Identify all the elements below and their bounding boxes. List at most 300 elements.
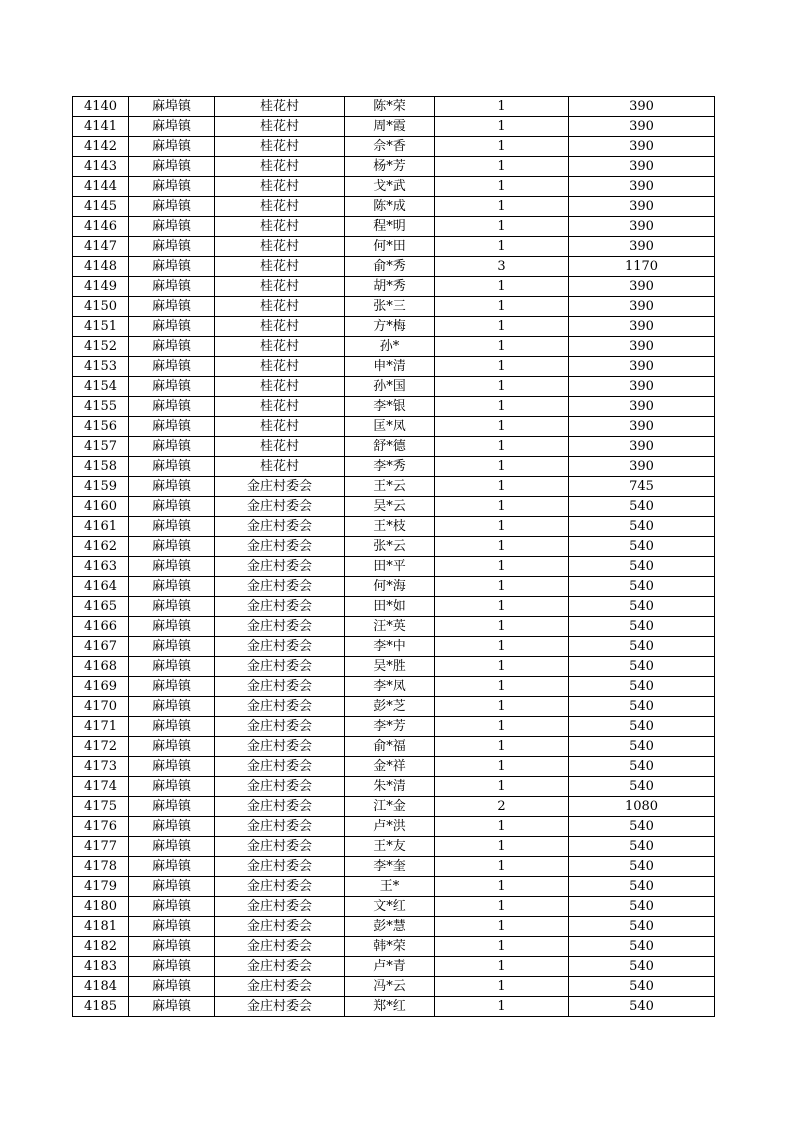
amount-cell: 540 bbox=[569, 557, 715, 577]
table-row bbox=[73, 457, 715, 477]
name-cell: 孙* bbox=[345, 337, 435, 357]
town-cell: 麻埠镇 bbox=[129, 997, 215, 1017]
amount-cell: 390 bbox=[569, 117, 715, 137]
name-cell: 程*明 bbox=[345, 217, 435, 237]
amount-cell: 540 bbox=[569, 937, 715, 957]
amount-cell: 540 bbox=[569, 497, 715, 517]
name-cell: 李*芳 bbox=[345, 717, 435, 737]
count-cell: 1 bbox=[435, 457, 569, 477]
count-cell: 1 bbox=[435, 197, 569, 217]
count-cell: 1 bbox=[435, 917, 569, 937]
amount-cell: 540 bbox=[569, 597, 715, 617]
table-row bbox=[73, 657, 715, 677]
town-cell: 麻埠镇 bbox=[129, 757, 215, 777]
amount-cell: 540 bbox=[569, 517, 715, 537]
count-cell: 1 bbox=[435, 517, 569, 537]
town-cell: 麻埠镇 bbox=[129, 937, 215, 957]
name-cell: 李*银 bbox=[345, 397, 435, 417]
name-cell: 俞*秀 bbox=[345, 257, 435, 277]
village-cell: 金庄村委会 bbox=[215, 517, 345, 537]
count-cell: 1 bbox=[435, 957, 569, 977]
count-cell: 1 bbox=[435, 557, 569, 577]
name-cell: 彭*芝 bbox=[345, 697, 435, 717]
row-number-cell: 4183 bbox=[73, 957, 129, 977]
amount-cell: 390 bbox=[569, 217, 715, 237]
row-number-cell: 4141 bbox=[73, 117, 129, 137]
name-cell: 金*祥 bbox=[345, 757, 435, 777]
village-cell: 金庄村委会 bbox=[215, 497, 345, 517]
table-row bbox=[73, 177, 715, 197]
name-cell: 戈*武 bbox=[345, 177, 435, 197]
village-cell: 桂花村 bbox=[215, 177, 345, 197]
table-row bbox=[73, 197, 715, 217]
town-cell: 麻埠镇 bbox=[129, 897, 215, 917]
name-cell: 方*梅 bbox=[345, 317, 435, 337]
row-number-cell: 4153 bbox=[73, 357, 129, 377]
amount-cell: 390 bbox=[569, 417, 715, 437]
amount-cell: 540 bbox=[569, 817, 715, 837]
table-row bbox=[73, 757, 715, 777]
row-number-cell: 4174 bbox=[73, 777, 129, 797]
row-number-cell: 4180 bbox=[73, 897, 129, 917]
table-row bbox=[73, 97, 715, 117]
row-number-cell: 4172 bbox=[73, 737, 129, 757]
row-number-cell: 4178 bbox=[73, 857, 129, 877]
village-cell: 桂花村 bbox=[215, 197, 345, 217]
town-cell: 麻埠镇 bbox=[129, 617, 215, 637]
name-cell: 舒*德 bbox=[345, 437, 435, 457]
row-number-cell: 4152 bbox=[73, 337, 129, 357]
row-number-cell: 4184 bbox=[73, 977, 129, 997]
count-cell: 1 bbox=[435, 757, 569, 777]
town-cell: 麻埠镇 bbox=[129, 537, 215, 557]
count-cell: 1 bbox=[435, 677, 569, 697]
village-cell: 桂花村 bbox=[215, 417, 345, 437]
table-row bbox=[73, 857, 715, 877]
town-cell: 麻埠镇 bbox=[129, 697, 215, 717]
town-cell: 麻埠镇 bbox=[129, 257, 215, 277]
amount-cell: 390 bbox=[569, 297, 715, 317]
name-cell: 何*田 bbox=[345, 237, 435, 257]
village-cell: 桂花村 bbox=[215, 297, 345, 317]
amount-cell: 745 bbox=[569, 477, 715, 497]
count-cell: 1 bbox=[435, 277, 569, 297]
town-cell: 麻埠镇 bbox=[129, 377, 215, 397]
village-cell: 金庄村委会 bbox=[215, 797, 345, 817]
village-cell: 桂花村 bbox=[215, 257, 345, 277]
row-number-cell: 4142 bbox=[73, 137, 129, 157]
count-cell: 1 bbox=[435, 237, 569, 257]
amount-cell: 540 bbox=[569, 877, 715, 897]
amount-cell: 540 bbox=[569, 577, 715, 597]
count-cell: 1 bbox=[435, 877, 569, 897]
count-cell: 1 bbox=[435, 777, 569, 797]
town-cell: 麻埠镇 bbox=[129, 597, 215, 617]
town-cell: 麻埠镇 bbox=[129, 237, 215, 257]
amount-cell: 390 bbox=[569, 397, 715, 417]
amount-cell: 390 bbox=[569, 197, 715, 217]
town-cell: 麻埠镇 bbox=[129, 737, 215, 757]
amount-cell: 390 bbox=[569, 237, 715, 257]
village-cell: 桂花村 bbox=[215, 137, 345, 157]
village-cell: 桂花村 bbox=[215, 317, 345, 337]
town-cell: 麻埠镇 bbox=[129, 497, 215, 517]
amount-cell: 540 bbox=[569, 977, 715, 997]
table-row bbox=[73, 377, 715, 397]
amount-cell: 390 bbox=[569, 177, 715, 197]
village-cell: 桂花村 bbox=[215, 217, 345, 237]
village-cell: 桂花村 bbox=[215, 97, 345, 117]
amount-cell: 390 bbox=[569, 437, 715, 457]
village-cell: 金庄村委会 bbox=[215, 677, 345, 697]
row-number-cell: 4181 bbox=[73, 917, 129, 937]
town-cell: 麻埠镇 bbox=[129, 857, 215, 877]
name-cell: 李*奎 bbox=[345, 857, 435, 877]
town-cell: 麻埠镇 bbox=[129, 557, 215, 577]
row-number-cell: 4140 bbox=[73, 97, 129, 117]
table-row bbox=[73, 397, 715, 417]
village-cell: 金庄村委会 bbox=[215, 857, 345, 877]
row-number-cell: 4166 bbox=[73, 617, 129, 637]
table-row bbox=[73, 417, 715, 437]
count-cell: 1 bbox=[435, 697, 569, 717]
name-cell: 王*云 bbox=[345, 477, 435, 497]
row-number-cell: 4154 bbox=[73, 377, 129, 397]
table-row bbox=[73, 157, 715, 177]
village-cell: 金庄村委会 bbox=[215, 657, 345, 677]
count-cell: 1 bbox=[435, 817, 569, 837]
count-cell: 1 bbox=[435, 737, 569, 757]
town-cell: 麻埠镇 bbox=[129, 797, 215, 817]
village-cell: 金庄村委会 bbox=[215, 817, 345, 837]
count-cell: 1 bbox=[435, 617, 569, 637]
village-cell: 金庄村委会 bbox=[215, 957, 345, 977]
town-cell: 麻埠镇 bbox=[129, 357, 215, 377]
row-number-cell: 4146 bbox=[73, 217, 129, 237]
village-cell: 金庄村委会 bbox=[215, 777, 345, 797]
amount-cell: 540 bbox=[569, 737, 715, 757]
table-row bbox=[73, 877, 715, 897]
row-number-cell: 4148 bbox=[73, 257, 129, 277]
table-row bbox=[73, 797, 715, 817]
row-number-cell: 4155 bbox=[73, 397, 129, 417]
amount-cell: 390 bbox=[569, 457, 715, 477]
table-row bbox=[73, 617, 715, 637]
table-row bbox=[73, 497, 715, 517]
count-cell: 1 bbox=[435, 177, 569, 197]
town-cell: 麻埠镇 bbox=[129, 97, 215, 117]
row-number-cell: 4159 bbox=[73, 477, 129, 497]
count-cell: 2 bbox=[435, 797, 569, 817]
count-cell: 1 bbox=[435, 437, 569, 457]
table-row bbox=[73, 817, 715, 837]
name-cell: 杨*芳 bbox=[345, 157, 435, 177]
count-cell: 1 bbox=[435, 637, 569, 657]
village-cell: 桂花村 bbox=[215, 357, 345, 377]
amount-cell: 390 bbox=[569, 97, 715, 117]
table-row bbox=[73, 337, 715, 357]
village-cell: 桂花村 bbox=[215, 377, 345, 397]
row-number-cell: 4167 bbox=[73, 637, 129, 657]
amount-cell: 540 bbox=[569, 997, 715, 1017]
amount-cell: 540 bbox=[569, 697, 715, 717]
name-cell: 吴*胜 bbox=[345, 657, 435, 677]
village-cell: 桂花村 bbox=[215, 337, 345, 357]
town-cell: 麻埠镇 bbox=[129, 957, 215, 977]
amount-cell: 540 bbox=[569, 637, 715, 657]
town-cell: 麻埠镇 bbox=[129, 717, 215, 737]
village-cell: 桂花村 bbox=[215, 397, 345, 417]
amount-cell: 540 bbox=[569, 957, 715, 977]
village-cell: 金庄村委会 bbox=[215, 597, 345, 617]
town-cell: 麻埠镇 bbox=[129, 577, 215, 597]
town-cell: 麻埠镇 bbox=[129, 777, 215, 797]
town-cell: 麻埠镇 bbox=[129, 477, 215, 497]
table-row bbox=[73, 137, 715, 157]
name-cell: 胡*秀 bbox=[345, 277, 435, 297]
amount-cell: 390 bbox=[569, 337, 715, 357]
row-number-cell: 4144 bbox=[73, 177, 129, 197]
table-row bbox=[73, 217, 715, 237]
row-number-cell: 4157 bbox=[73, 437, 129, 457]
count-cell: 1 bbox=[435, 357, 569, 377]
village-cell: 金庄村委会 bbox=[215, 977, 345, 997]
town-cell: 麻埠镇 bbox=[129, 177, 215, 197]
count-cell: 1 bbox=[435, 837, 569, 857]
row-number-cell: 4176 bbox=[73, 817, 129, 837]
village-cell: 金庄村委会 bbox=[215, 537, 345, 557]
name-cell: 汪*英 bbox=[345, 617, 435, 637]
village-cell: 金庄村委会 bbox=[215, 577, 345, 597]
row-number-cell: 4143 bbox=[73, 157, 129, 177]
table-row bbox=[73, 977, 715, 997]
count-cell: 1 bbox=[435, 537, 569, 557]
count-cell: 1 bbox=[435, 317, 569, 337]
table-row bbox=[73, 277, 715, 297]
table-row bbox=[73, 837, 715, 857]
name-cell: 陈*成 bbox=[345, 197, 435, 217]
count-cell: 1 bbox=[435, 577, 569, 597]
row-number-cell: 4177 bbox=[73, 837, 129, 857]
count-cell: 1 bbox=[435, 717, 569, 737]
town-cell: 麻埠镇 bbox=[129, 637, 215, 657]
name-cell: 吴*云 bbox=[345, 497, 435, 517]
amount-cell: 540 bbox=[569, 917, 715, 937]
village-cell: 金庄村委会 bbox=[215, 557, 345, 577]
name-cell: 俞*福 bbox=[345, 737, 435, 757]
town-cell: 麻埠镇 bbox=[129, 677, 215, 697]
name-cell: 卢*青 bbox=[345, 957, 435, 977]
name-cell: 文*红 bbox=[345, 897, 435, 917]
amount-cell: 540 bbox=[569, 897, 715, 917]
table-row bbox=[73, 557, 715, 577]
town-cell: 麻埠镇 bbox=[129, 297, 215, 317]
village-cell: 金庄村委会 bbox=[215, 617, 345, 637]
amount-cell: 540 bbox=[569, 757, 715, 777]
table-row bbox=[73, 677, 715, 697]
town-cell: 麻埠镇 bbox=[129, 517, 215, 537]
amount-cell: 540 bbox=[569, 537, 715, 557]
row-number-cell: 4169 bbox=[73, 677, 129, 697]
name-cell: 李*中 bbox=[345, 637, 435, 657]
row-number-cell: 4165 bbox=[73, 597, 129, 617]
amount-cell: 540 bbox=[569, 717, 715, 737]
town-cell: 麻埠镇 bbox=[129, 337, 215, 357]
name-cell: 李*秀 bbox=[345, 457, 435, 477]
amount-cell: 540 bbox=[569, 677, 715, 697]
town-cell: 麻埠镇 bbox=[129, 817, 215, 837]
village-cell: 金庄村委会 bbox=[215, 877, 345, 897]
table-row bbox=[73, 577, 715, 597]
table-row bbox=[73, 437, 715, 457]
town-cell: 麻埠镇 bbox=[129, 437, 215, 457]
row-number-cell: 4162 bbox=[73, 537, 129, 557]
amount-cell: 390 bbox=[569, 357, 715, 377]
amount-cell: 390 bbox=[569, 317, 715, 337]
row-number-cell: 4163 bbox=[73, 557, 129, 577]
name-cell: 朱*清 bbox=[345, 777, 435, 797]
table-row bbox=[73, 717, 715, 737]
count-cell: 1 bbox=[435, 217, 569, 237]
village-cell: 金庄村委会 bbox=[215, 897, 345, 917]
count-cell: 1 bbox=[435, 397, 569, 417]
name-cell: 佘*香 bbox=[345, 137, 435, 157]
table-row bbox=[73, 517, 715, 537]
name-cell: 郑*红 bbox=[345, 997, 435, 1017]
table-row bbox=[73, 257, 715, 277]
name-cell: 彭*慧 bbox=[345, 917, 435, 937]
count-cell: 1 bbox=[435, 657, 569, 677]
village-cell: 金庄村委会 bbox=[215, 997, 345, 1017]
name-cell: 韩*荣 bbox=[345, 937, 435, 957]
town-cell: 麻埠镇 bbox=[129, 277, 215, 297]
row-number-cell: 4185 bbox=[73, 997, 129, 1017]
row-number-cell: 4147 bbox=[73, 237, 129, 257]
count-cell: 1 bbox=[435, 97, 569, 117]
table-row bbox=[73, 997, 715, 1017]
table-row bbox=[73, 357, 715, 377]
table-row bbox=[73, 777, 715, 797]
town-cell: 麻埠镇 bbox=[129, 837, 215, 857]
village-cell: 桂花村 bbox=[215, 157, 345, 177]
table-row bbox=[73, 737, 715, 757]
amount-cell: 540 bbox=[569, 657, 715, 677]
name-cell: 王*枝 bbox=[345, 517, 435, 537]
amount-cell: 1080 bbox=[569, 797, 715, 817]
village-cell: 金庄村委会 bbox=[215, 737, 345, 757]
name-cell: 王*友 bbox=[345, 837, 435, 857]
row-number-cell: 4158 bbox=[73, 457, 129, 477]
table-row bbox=[73, 597, 715, 617]
amount-cell: 540 bbox=[569, 617, 715, 637]
row-number-cell: 4175 bbox=[73, 797, 129, 817]
row-number-cell: 4170 bbox=[73, 697, 129, 717]
name-cell: 卢*洪 bbox=[345, 817, 435, 837]
data-table bbox=[72, 96, 715, 1017]
village-cell: 金庄村委会 bbox=[215, 637, 345, 657]
row-number-cell: 4149 bbox=[73, 277, 129, 297]
village-cell: 金庄村委会 bbox=[215, 477, 345, 497]
amount-cell: 390 bbox=[569, 157, 715, 177]
count-cell: 1 bbox=[435, 997, 569, 1017]
town-cell: 麻埠镇 bbox=[129, 197, 215, 217]
amount-cell: 540 bbox=[569, 777, 715, 797]
village-cell: 桂花村 bbox=[215, 457, 345, 477]
table-row bbox=[73, 937, 715, 957]
count-cell: 1 bbox=[435, 597, 569, 617]
town-cell: 麻埠镇 bbox=[129, 137, 215, 157]
count-cell: 1 bbox=[435, 977, 569, 997]
row-number-cell: 4150 bbox=[73, 297, 129, 317]
count-cell: 1 bbox=[435, 857, 569, 877]
name-cell: 何*海 bbox=[345, 577, 435, 597]
row-number-cell: 4171 bbox=[73, 717, 129, 737]
amount-cell: 390 bbox=[569, 137, 715, 157]
count-cell: 1 bbox=[435, 417, 569, 437]
row-number-cell: 4160 bbox=[73, 497, 129, 517]
town-cell: 麻埠镇 bbox=[129, 977, 215, 997]
amount-cell: 1170 bbox=[569, 257, 715, 277]
count-cell: 1 bbox=[435, 377, 569, 397]
row-number-cell: 4151 bbox=[73, 317, 129, 337]
amount-cell: 540 bbox=[569, 837, 715, 857]
name-cell: 李*凤 bbox=[345, 677, 435, 697]
town-cell: 麻埠镇 bbox=[129, 877, 215, 897]
village-cell: 桂花村 bbox=[215, 237, 345, 257]
village-cell: 金庄村委会 bbox=[215, 937, 345, 957]
village-cell: 金庄村委会 bbox=[215, 697, 345, 717]
count-cell: 1 bbox=[435, 497, 569, 517]
village-cell: 金庄村委会 bbox=[215, 917, 345, 937]
table-row bbox=[73, 477, 715, 497]
amount-cell: 540 bbox=[569, 857, 715, 877]
village-cell: 金庄村委会 bbox=[215, 837, 345, 857]
count-cell: 1 bbox=[435, 137, 569, 157]
count-cell: 3 bbox=[435, 257, 569, 277]
name-cell: 陈*荣 bbox=[345, 97, 435, 117]
count-cell: 1 bbox=[435, 477, 569, 497]
town-cell: 麻埠镇 bbox=[129, 397, 215, 417]
table-row bbox=[73, 297, 715, 317]
row-number-cell: 4168 bbox=[73, 657, 129, 677]
town-cell: 麻埠镇 bbox=[129, 217, 215, 237]
village-cell: 桂花村 bbox=[215, 277, 345, 297]
table-body bbox=[73, 97, 715, 1017]
table-row bbox=[73, 897, 715, 917]
row-number-cell: 4173 bbox=[73, 757, 129, 777]
count-cell: 1 bbox=[435, 897, 569, 917]
count-cell: 1 bbox=[435, 117, 569, 137]
row-number-cell: 4161 bbox=[73, 517, 129, 537]
town-cell: 麻埠镇 bbox=[129, 457, 215, 477]
town-cell: 麻埠镇 bbox=[129, 657, 215, 677]
table-row bbox=[73, 237, 715, 257]
table-row bbox=[73, 957, 715, 977]
name-cell: 田*平 bbox=[345, 557, 435, 577]
village-cell: 金庄村委会 bbox=[215, 717, 345, 737]
name-cell: 张*三 bbox=[345, 297, 435, 317]
town-cell: 麻埠镇 bbox=[129, 157, 215, 177]
village-cell: 金庄村委会 bbox=[215, 757, 345, 777]
amount-cell: 390 bbox=[569, 377, 715, 397]
amount-cell: 390 bbox=[569, 277, 715, 297]
count-cell: 1 bbox=[435, 937, 569, 957]
village-cell: 桂花村 bbox=[215, 437, 345, 457]
name-cell: 冯*云 bbox=[345, 977, 435, 997]
table-row bbox=[73, 117, 715, 137]
row-number-cell: 4156 bbox=[73, 417, 129, 437]
town-cell: 麻埠镇 bbox=[129, 117, 215, 137]
